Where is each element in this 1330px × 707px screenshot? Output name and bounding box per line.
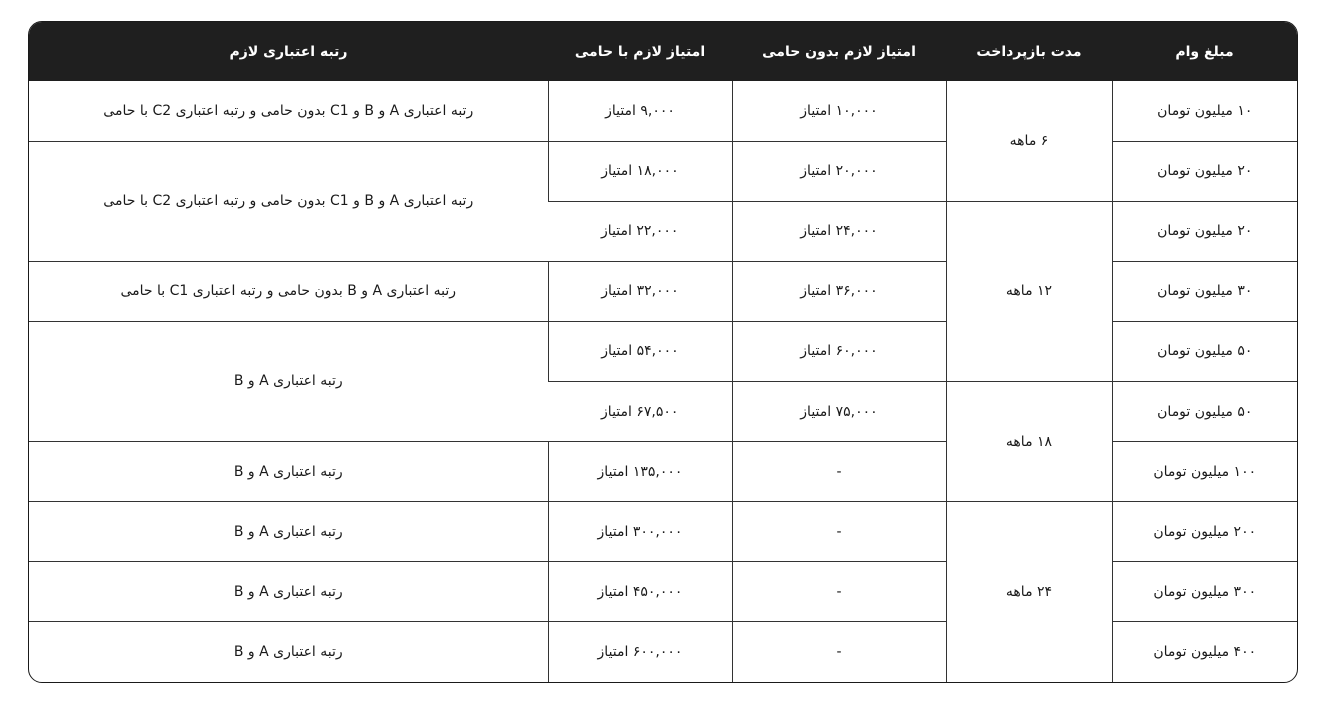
header-score-without-sponsor: امتیاز لازم بدون حامی <box>732 22 946 81</box>
cell-score-with-sponsor: ۲۲,۰۰۰ امتیاز <box>548 201 732 261</box>
loan-requirements-table <box>29 22 1297 682</box>
cell-score-without-sponsor: - <box>732 562 946 622</box>
cell-amount: ۳۰۰ میلیون تومان <box>1112 562 1297 622</box>
cell-score-with-sponsor: ۶۰۰,۰۰۰ امتیاز <box>548 622 732 682</box>
cell-score-with-sponsor: ۳۰۰,۰۰۰ امتیاز <box>548 502 732 562</box>
cell-score-with-sponsor: ۴۵۰,۰۰۰ امتیاز <box>548 562 732 622</box>
cell-term: ۱۲ ماهه <box>946 201 1112 381</box>
cell-term: ۱۸ ماهه <box>946 381 1112 501</box>
table-row <box>29 502 1297 562</box>
cell-required-rank: رتبه اعتباری A و B و C1 بدون حامی و رتبه اعتباری C2 با حامی <box>29 141 548 261</box>
header-row <box>29 22 1297 81</box>
cell-amount: ۳۰ میلیون تومان <box>1112 261 1297 321</box>
header-amount: مبلغ وام <box>1112 22 1297 81</box>
cell-score-with-sponsor: ۵۴,۰۰۰ امتیاز <box>548 321 732 381</box>
cell-score-with-sponsor: ۳۲,۰۰۰ امتیاز <box>548 261 732 321</box>
cell-amount: ۱۰۰ میلیون تومان <box>1112 442 1297 502</box>
cell-score-without-sponsor: ۳۶,۰۰۰ امتیاز <box>732 261 946 321</box>
cell-score-without-sponsor: ۶۰,۰۰۰ امتیاز <box>732 321 946 381</box>
cell-score-without-sponsor: - <box>732 442 946 502</box>
cell-score-without-sponsor: - <box>732 502 946 562</box>
cell-amount: ۴۰۰ میلیون تومان <box>1112 622 1297 682</box>
cell-term: ۲۴ ماهه <box>946 502 1112 682</box>
table-header <box>29 22 1297 81</box>
header-score-with-sponsor: امتیاز لازم با حامی <box>548 22 732 81</box>
header-required-rank: رتبه اعتباری لازم <box>29 22 548 81</box>
cell-amount: ۲۰۰ میلیون تومان <box>1112 502 1297 562</box>
cell-score-without-sponsor: ۲۴,۰۰۰ امتیاز <box>732 201 946 261</box>
cell-required-rank: رتبه اعتباری A و B <box>29 321 548 441</box>
cell-score-without-sponsor: ۷۵,۰۰۰ امتیاز <box>732 381 946 441</box>
table-row <box>29 81 1297 141</box>
cell-score-without-sponsor: - <box>732 622 946 682</box>
cell-amount: ۲۰ میلیون تومان <box>1112 201 1297 261</box>
cell-required-rank: رتبه اعتباری A و B بدون حامی و رتبه اعتباری C1 با حامی <box>29 261 548 321</box>
loan-table-container <box>28 21 1298 683</box>
header-term: مدت بازپرداخت <box>946 22 1112 81</box>
cell-amount: ۵۰ میلیون تومان <box>1112 321 1297 381</box>
cell-required-rank: رتبه اعتباری A و B <box>29 442 548 502</box>
cell-amount: ۱۰ میلیون تومان <box>1112 81 1297 141</box>
cell-score-without-sponsor: ۱۰,۰۰۰ امتیاز <box>732 81 946 141</box>
cell-required-rank: رتبه اعتباری A و B <box>29 622 548 682</box>
cell-amount: ۵۰ میلیون تومان <box>1112 381 1297 441</box>
cell-amount: ۲۰ میلیون تومان <box>1112 141 1297 201</box>
cell-term: ۶ ماهه <box>946 81 1112 201</box>
cell-score-without-sponsor: ۲۰,۰۰۰ امتیاز <box>732 141 946 201</box>
cell-score-with-sponsor: ۱۳۵,۰۰۰ امتیاز <box>548 442 732 502</box>
cell-score-with-sponsor: ۶۷,۵۰۰ امتیاز <box>548 381 732 441</box>
cell-required-rank: رتبه اعتباری A و B و C1 بدون حامی و رتبه اعتباری C2 با حامی <box>103 102 474 119</box>
cell-required-rank: رتبه اعتباری A و B <box>29 502 548 562</box>
cell-score-with-sponsor: ۹,۰۰۰ امتیاز <box>548 81 732 141</box>
cell-required-rank: رتبه اعتباری A و B <box>29 562 548 622</box>
table-body <box>29 81 1297 682</box>
cell-score-with-sponsor: ۱۸,۰۰۰ امتیاز <box>548 141 732 201</box>
